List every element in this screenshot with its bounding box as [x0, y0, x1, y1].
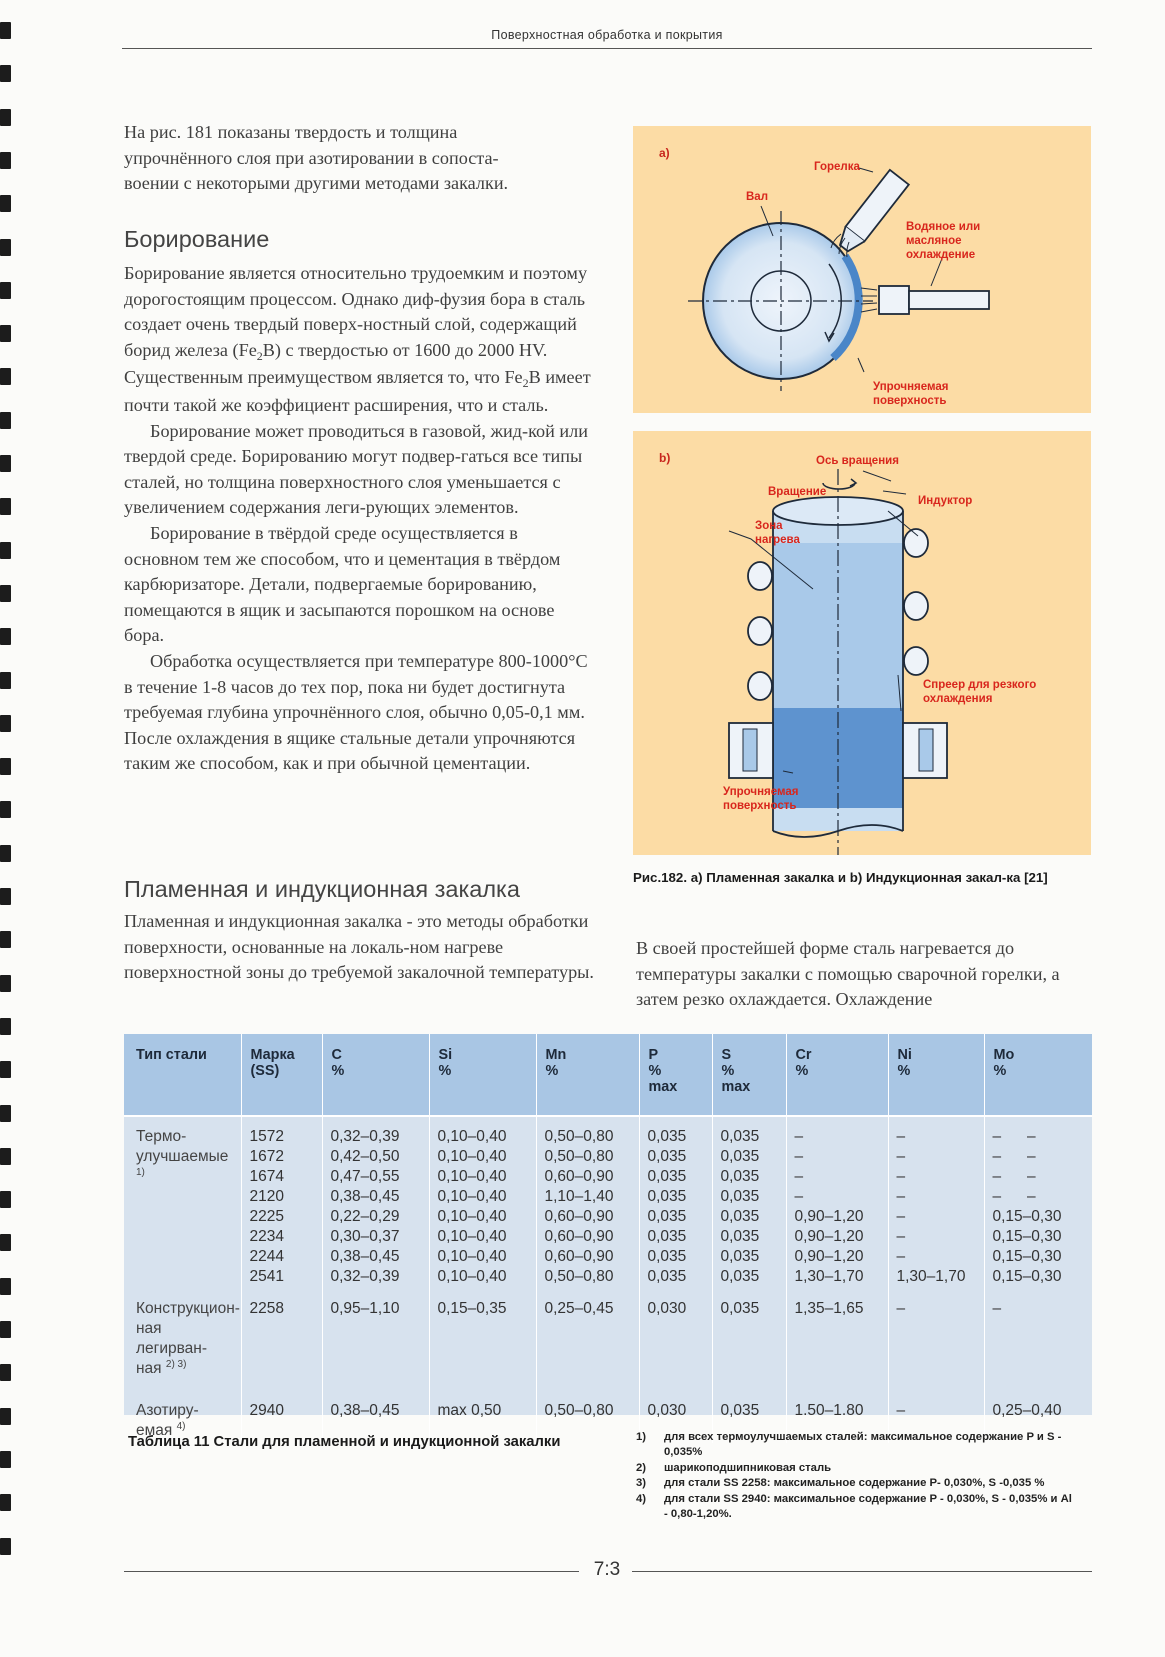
- cell-value: 0,38–0,45: [330, 1188, 400, 1205]
- label-line: Зона: [755, 520, 783, 532]
- binder-hole: [0, 975, 11, 992]
- cell-value: – –: [992, 1188, 1036, 1205]
- cell-value: 0,15–0,35: [437, 1300, 507, 1317]
- figure-induction-hardening: [633, 431, 1091, 855]
- type-line: [136, 1401, 237, 1421]
- cell-value: 0,22–0,29: [330, 1208, 400, 1225]
- binder-hole: [0, 585, 11, 602]
- subscript: 2: [256, 348, 263, 363]
- table-header-row: [124, 1034, 1092, 1116]
- header-line: %: [993, 1063, 1007, 1079]
- binder-hole: [0, 801, 11, 818]
- cell-value: 0,15–0,30: [992, 1268, 1062, 1285]
- cell-value: 0,60–0,90: [544, 1228, 614, 1245]
- cell-value: 2244: [249, 1248, 284, 1265]
- cell-value: –: [896, 1128, 906, 1145]
- flame-hardening-diagram: [633, 126, 1091, 413]
- cell-value: 0,95–1,10: [330, 1300, 400, 1317]
- cell-value: 0,32–0,39: [330, 1268, 400, 1285]
- footnote-text: для стали SS 2940: максимальное содержание P - 0,030%, S - 0,035% и Al - 0,80-1,20%.: [664, 1492, 1072, 1521]
- intro-line: упрочнённого слоя при азотировании в сопоста-: [124, 147, 499, 168]
- cell-si: [429, 1116, 536, 1287]
- burner-icon: [834, 170, 908, 256]
- binder-hole: [0, 628, 11, 645]
- paragraph: В своей простейшей форме сталь нагревается до температуры закалки с помощью сварочной горелки, а затем резко охлаждается. Охлаждение: [636, 938, 1060, 1010]
- cell-value: 1672: [249, 1148, 284, 1165]
- binder-hole: [0, 22, 11, 39]
- label-rotation-axis: Ось вращения: [816, 455, 899, 467]
- label-line: Упрочняемая: [723, 786, 799, 798]
- header-line: %: [438, 1063, 452, 1079]
- cell-value: 1674: [249, 1168, 284, 1185]
- paragraph: Пламенная и индукционная закалка - это методы обработки поверхности, основанные на локаль-ном нагреве поверхностной зоны до требуемой закалочной температуры.: [124, 911, 594, 983]
- label-cooling: [906, 220, 980, 262]
- footnote-ref: 2) 3): [165, 1359, 187, 1370]
- figure-flame-hardening: [633, 126, 1091, 413]
- cell-value: 0,035: [647, 1168, 687, 1185]
- footnote-text: шарикоподшипниковая сталь: [664, 1461, 832, 1474]
- column-header: [786, 1034, 888, 1116]
- footer-rule: [124, 1571, 579, 1572]
- induction-hardening-diagram: [633, 431, 1091, 855]
- cell-c: [322, 1116, 429, 1287]
- cell-s: [712, 1116, 786, 1287]
- binder-hole: [0, 1364, 11, 1381]
- cell-value: 0,035: [647, 1188, 687, 1205]
- cell-value: 0,035: [647, 1208, 687, 1225]
- cell-value: 0,035: [647, 1148, 687, 1165]
- cell-value: –: [896, 1300, 906, 1317]
- text-run: B) с твердостью от 1600 до 2000 HV. Существенным преимуществом является то, что Fe: [124, 339, 548, 388]
- binder-hole: [0, 845, 11, 862]
- header-line: %: [648, 1063, 662, 1079]
- cell-value: 0,10–0,40: [437, 1248, 507, 1265]
- cell-value: 2120: [249, 1188, 284, 1205]
- cell-ni: [888, 1287, 984, 1383]
- subscript: 2: [522, 376, 529, 391]
- header-line: Марка: [250, 1047, 295, 1063]
- cell-grade: [241, 1287, 322, 1383]
- intro-line: воении с некоторыми другими методами закалки.: [124, 173, 509, 194]
- binder-hole: [0, 412, 11, 429]
- header-line: %: [331, 1063, 345, 1079]
- column-header: [241, 1034, 322, 1116]
- type-text: емая: [136, 1422, 173, 1439]
- footnote-number: 2): [636, 1461, 647, 1474]
- column-header: [536, 1034, 639, 1116]
- cell-value: 0,035: [720, 1228, 760, 1245]
- binder-hole: [0, 65, 11, 82]
- footnote: [634, 1476, 1074, 1491]
- cell-value: 0,10–0,40: [437, 1268, 507, 1285]
- label-line: масляное: [906, 235, 962, 247]
- cell-value: –: [896, 1228, 906, 1245]
- footnote-text: для стали SS 2258: максимальное содержание P- 0,030%, S -0,035 %: [664, 1477, 1045, 1490]
- cell-value: –: [794, 1128, 804, 1145]
- cell-value: 0,10–0,40: [437, 1228, 507, 1245]
- cell-mn: [536, 1116, 639, 1287]
- cell-value: 0,035: [720, 1168, 760, 1185]
- label-line: нагрева: [755, 534, 800, 546]
- header-line: Si: [438, 1047, 453, 1063]
- cell-value: 0,42–0,50: [330, 1148, 400, 1165]
- cell-value: 0,035: [720, 1300, 760, 1317]
- cell-value: 0,60–0,90: [544, 1248, 614, 1265]
- footnote-number: 4): [636, 1492, 647, 1505]
- header-line: S: [721, 1047, 732, 1063]
- intro-line: На рис. 181 показаны твердость и толщина: [124, 122, 458, 142]
- header-line: Mo: [993, 1047, 1015, 1063]
- header-line: Mn: [545, 1047, 567, 1063]
- cell-value: 0,38–0,45: [330, 1402, 400, 1419]
- cell-value: 2225: [249, 1208, 284, 1225]
- header-line: Тип стали: [136, 1047, 207, 1063]
- steel-type-cell: [124, 1116, 241, 1287]
- cell-value: 1,30–1,70: [794, 1268, 864, 1285]
- column-header: [712, 1034, 786, 1116]
- cell-value: –: [896, 1248, 906, 1265]
- binder-hole: [0, 1278, 11, 1295]
- cell-value: 1572: [249, 1128, 284, 1145]
- type-text: ная: [136, 1360, 162, 1377]
- spray-lines: [861, 288, 877, 312]
- cell-value: – –: [992, 1168, 1036, 1185]
- label-hardened-surface: [873, 380, 948, 408]
- binder-hole: [0, 1321, 11, 1338]
- label-line: Спреер для резкого: [923, 679, 1037, 691]
- cell-value: 0,60–0,90: [544, 1208, 614, 1225]
- cell-value: 0,50–0,80: [544, 1268, 614, 1285]
- running-head-text: Поверхностная обработка и покрытия: [491, 28, 723, 42]
- type-text: Конструкцион-: [136, 1300, 240, 1317]
- binder-hole: [0, 1408, 11, 1425]
- cell-value: 0,030: [647, 1300, 687, 1317]
- cell-si: [429, 1287, 536, 1383]
- label-hardened-surface: [723, 785, 798, 813]
- header-line: %: [721, 1063, 735, 1079]
- cell-p: [639, 1287, 712, 1383]
- footnote-ref: 1): [136, 1167, 145, 1178]
- label-line: охлаждение: [906, 249, 976, 261]
- binder-hole: [0, 368, 11, 385]
- right-paragraph: [636, 936, 1094, 1013]
- column-header: [429, 1034, 536, 1116]
- binder-hole: [0, 1451, 11, 1468]
- footnote-number: 1): [636, 1431, 647, 1443]
- footnote: [634, 1430, 1074, 1461]
- paragraph: [124, 261, 594, 419]
- label-line: охлаждения: [923, 693, 993, 705]
- running-head: [122, 26, 1092, 49]
- cell-value: 0,10–0,40: [437, 1168, 507, 1185]
- binder-hole: [0, 239, 11, 256]
- cell-value: 0,50–0,80: [544, 1402, 614, 1419]
- binder-hole: [0, 325, 11, 342]
- cell-value: –: [896, 1208, 906, 1225]
- label-rotation: Вращение: [768, 486, 827, 498]
- binder-hole: [0, 1538, 11, 1555]
- type-line: [136, 1147, 237, 1189]
- figure-letter: b): [659, 451, 671, 465]
- cell-value: 0,30–0,37: [330, 1228, 400, 1245]
- label-inductor: Индуктор: [918, 495, 973, 507]
- cell-value: 0,15–0,30: [992, 1228, 1062, 1245]
- header-line: max: [648, 1079, 678, 1095]
- cell-cr: [786, 1116, 888, 1287]
- cell-mo: [984, 1287, 1092, 1383]
- paragraph: Борирование в твёрдой среде осуществляется в основном тем же способом, что и цементация в твёрдом карбюризаторе. Детали, подвергаемые борированию, помещаются в ящик и засыпаются порошком на основе бора.: [124, 522, 561, 646]
- cell-value: 0,035: [720, 1248, 760, 1265]
- header-line: (SS): [250, 1063, 280, 1079]
- binder-hole: [0, 195, 11, 212]
- section-boriding: [124, 226, 594, 777]
- column-header: [124, 1034, 241, 1116]
- cell-value: 0,15–0,30: [992, 1248, 1062, 1265]
- cell-value: 0,035: [720, 1402, 760, 1419]
- column-header: [888, 1034, 984, 1116]
- binder-holes: [0, 0, 14, 1657]
- label-line: поверхность: [723, 800, 797, 812]
- section-flame-induction: [124, 876, 594, 986]
- binder-hole: [0, 1148, 11, 1165]
- cell-value: –: [992, 1300, 1002, 1317]
- cell-value: max 0,50: [437, 1402, 502, 1419]
- cell-value: 0,035: [647, 1268, 687, 1285]
- cooling-nozzle-icon: [879, 286, 989, 314]
- cell-value: 0,10–0,40: [437, 1188, 507, 1205]
- steel-table-grid: [124, 1034, 1092, 1443]
- type-line: [136, 1319, 237, 1359]
- label-shaft: Вал: [746, 191, 769, 203]
- table-row: [124, 1116, 1092, 1287]
- cell-value: 1,10–1,40: [544, 1188, 614, 1205]
- column-header: [322, 1034, 429, 1116]
- cell-value: 0,10–0,40: [437, 1208, 507, 1225]
- cell-value: 0,32–0,39: [330, 1128, 400, 1145]
- binder-hole: [0, 1191, 11, 1208]
- cell-value: 0,035: [647, 1228, 687, 1245]
- cell-ni: [888, 1116, 984, 1287]
- cell-value: 0,25–0,45: [544, 1300, 614, 1317]
- type-line: [136, 1299, 240, 1319]
- cell-value: 0,035: [720, 1128, 760, 1145]
- column-header: [984, 1034, 1092, 1116]
- cell-value: –: [896, 1188, 906, 1205]
- text-run: Борирование является относительно трудоемким и поэтому дорогостоящим процессом. Однако диф-фузия бора в сталь создает очень твердый поверх-ностный слой, содержащий борид железа (Fe: [124, 263, 588, 360]
- cell-value: 0,030: [647, 1402, 687, 1419]
- cell-value: 0,47–0,55: [330, 1168, 400, 1185]
- binder-hole: [0, 109, 11, 126]
- intro-paragraph: [124, 120, 594, 197]
- binder-hole: [0, 152, 11, 169]
- binder-hole: [0, 1018, 11, 1035]
- table-row: [124, 1287, 1092, 1383]
- cell-value: 0,035: [720, 1148, 760, 1165]
- binder-hole: [0, 1234, 11, 1251]
- cell-value: 0,90–1,20: [794, 1248, 864, 1265]
- header-line: C: [331, 1047, 342, 1063]
- paragraph: Обработка осуществляется при температуре 800-1000°С в течение 1-8 часов до тех пор, пока ни будет достигнута требуемая глубина упрочнённого слоя, обычно 0,05-0,1 мм. После охлаждения в ящике стальные детали упрочняются таким же способом, как и при обычной цементации.: [124, 650, 588, 774]
- cell-value: – –: [992, 1148, 1036, 1165]
- binder-hole: [0, 282, 11, 299]
- cell-value: 2541: [249, 1268, 284, 1285]
- text-run: B имеет почти такой же коэффициент расширения, что и сталь.: [124, 367, 591, 415]
- cell-value: 1,30–1,70: [896, 1268, 966, 1285]
- cell-mo: [984, 1116, 1092, 1287]
- table-body: [124, 1116, 1092, 1443]
- header-line: Cr: [795, 1047, 812, 1063]
- table-caption: Таблица 11 Стали для пламенной и индукционной закалки: [128, 1434, 561, 1450]
- binder-hole: [0, 672, 11, 689]
- footnote: [634, 1461, 1074, 1476]
- cell-value: –: [896, 1168, 906, 1185]
- footnote-ref: 4): [176, 1421, 186, 1432]
- section-heading: Пламенная и индукционная закалка: [124, 876, 520, 902]
- column-header: [639, 1034, 712, 1116]
- cell-value: –: [896, 1402, 906, 1419]
- binder-hole: [0, 758, 11, 775]
- cell-value: 0,15–0,30: [992, 1208, 1062, 1225]
- cell-value: 0,38–0,45: [330, 1248, 400, 1265]
- cell-value: 0,25–0,40: [992, 1402, 1062, 1419]
- header-line: %: [545, 1063, 559, 1079]
- header-line: %: [897, 1063, 911, 1079]
- type-text: ная легирван-: [136, 1320, 207, 1357]
- cell-value: 0,035: [720, 1268, 760, 1285]
- footnote-text: для всех термоулучшаемых сталей: максимальное содержание P и S - 0,035%: [664, 1431, 1062, 1459]
- cell-value: –: [794, 1188, 804, 1205]
- cell-value: 0,035: [647, 1248, 687, 1265]
- cell-value: 1,35–1,65: [794, 1300, 864, 1317]
- cell-cr: [786, 1287, 888, 1383]
- steel-type-cell: [124, 1287, 241, 1383]
- binder-hole: [0, 1105, 11, 1122]
- cell-value: 2258: [249, 1300, 284, 1317]
- label-heating-zone: [755, 519, 800, 547]
- header-line: %: [795, 1063, 809, 1079]
- cell-p: [639, 1116, 712, 1287]
- label-sprayer: [923, 678, 1036, 706]
- cell-value: 0,035: [720, 1188, 760, 1205]
- cell-value: 0,035: [647, 1128, 687, 1145]
- cell-value: 0,90–1,20: [794, 1208, 864, 1225]
- cell-value: 2234: [249, 1228, 284, 1245]
- cell-value: 0,50–0,80: [544, 1128, 614, 1145]
- type-line: [136, 1127, 237, 1147]
- section-heading: Борирование: [124, 226, 270, 252]
- binder-hole: [0, 1061, 11, 1078]
- figure-caption: Рис.182. a) Пламенная закалка и b) Индукционная закал-ка [21]: [633, 870, 1048, 885]
- cell-mn: [536, 1287, 639, 1383]
- page-number: 7:3: [593, 1559, 621, 1580]
- label-line: Упрочняемая: [873, 381, 949, 393]
- cell-value: 0,10–0,40: [437, 1128, 507, 1145]
- cell-value: –: [794, 1168, 804, 1185]
- binder-hole: [0, 455, 11, 472]
- figure-letter: a): [659, 146, 670, 160]
- type-text: Азотиру-: [136, 1402, 199, 1419]
- cell-value: 0,035: [720, 1208, 760, 1225]
- label-line: Водяное или: [906, 221, 981, 233]
- footer-rule: [632, 1571, 1092, 1572]
- type-text: улучшаемые: [136, 1148, 229, 1165]
- footnote-number: 3): [636, 1477, 647, 1490]
- footnote: [634, 1492, 1074, 1523]
- label-line: поверхность: [873, 395, 947, 407]
- cell-value: 0,60–0,90: [544, 1168, 614, 1185]
- cell-value: –: [896, 1148, 906, 1165]
- cell-value: 0,50–0,80: [544, 1148, 614, 1165]
- header-line: Ni: [897, 1047, 912, 1063]
- header-line: max: [721, 1079, 751, 1095]
- binder-hole: [0, 1494, 11, 1511]
- label-burner: Горелка: [814, 161, 860, 173]
- cell-c: [322, 1287, 429, 1383]
- cell-s: [712, 1287, 786, 1383]
- type-text: Термо-: [136, 1128, 187, 1145]
- cell-grade: [241, 1116, 322, 1287]
- cell-value: 0,90–1,20: [794, 1228, 864, 1245]
- cell-value: 0,10–0,40: [437, 1148, 507, 1165]
- cell-value: –: [794, 1148, 804, 1165]
- cell-value: 2940: [249, 1402, 284, 1419]
- header-line: P: [648, 1047, 659, 1063]
- binder-hole: [0, 931, 11, 948]
- binder-hole: [0, 715, 11, 732]
- paragraph: Борирование может проводиться в газовой, жид-кой или твердой среде. Борированию могут подвер-гаться все типы сталей, но толщина поверхностного слоя уменьшается с увеличением содержания леги-рующих элементов.: [124, 420, 588, 518]
- binder-hole: [0, 888, 11, 905]
- binder-hole: [0, 542, 11, 559]
- footnotes: [634, 1430, 1074, 1522]
- cell-value: – –: [992, 1128, 1036, 1145]
- steel-table: [124, 1034, 1092, 1439]
- binder-hole: [0, 498, 11, 515]
- type-line: [136, 1359, 237, 1381]
- cell-value: 1.50–1.80: [794, 1402, 864, 1419]
